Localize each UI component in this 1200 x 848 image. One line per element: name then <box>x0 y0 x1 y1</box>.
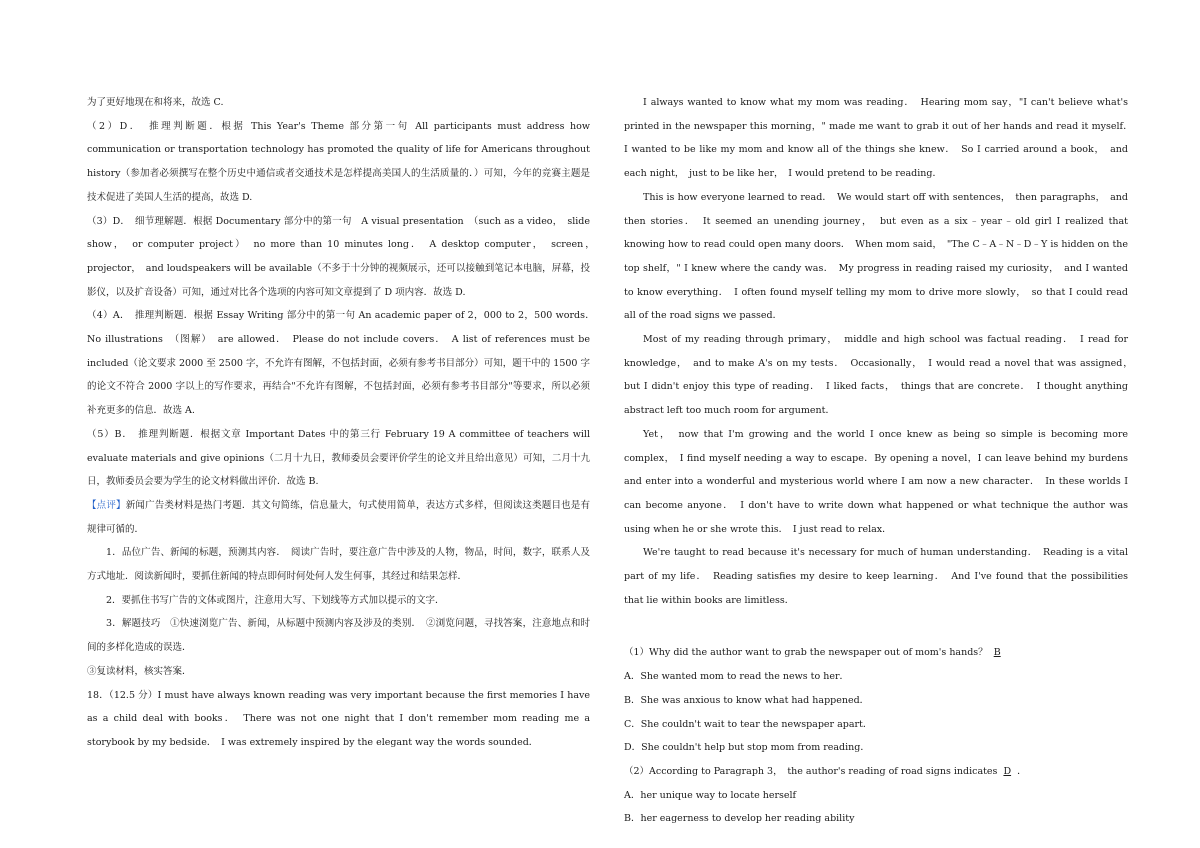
question-1-text: （1）Why did the author want to grab the newspaper out of mom's hands？ <box>624 647 988 659</box>
question-2-answer: D <box>1003 765 1012 777</box>
tip-2: 2．要抓住书写广告的文体或图片，注意用大写、下划线等方式加以提示的文字． <box>106 594 445 606</box>
question-1-option-d: D．She couldn't help but stop mom from reading． <box>624 742 870 754</box>
tip-1: 1．品位广告、新闻的标题，预测其内容． 阅读广告时，要注意广告中涉及的人物，物品，时间，数字，联系人及方式地址．阅读新闻时，要抓住新闻的特点即何时何处何人发生何事，其经过和结果怎样． <box>87 547 590 583</box>
comment-tag: 【点评】 <box>87 499 126 511</box>
passage-paragraph-5: We're taught to read because it's necessary for much of human understanding． Reading is a vital part of my life． Reading satisfies my desire to keep learning． And I've found that the possibilities that lie within books are limitless． <box>624 547 1128 606</box>
answer-explanation-3: （3）D． 细节理解题．根据 Documentary 部分中的第一句 A visual presentation （such as a video， slide show， or computer project） no more than 10 minutes long． A desktop computer， screen， projector， and loudspeakers will be available（不多于十分钟的视频展示，还可以接触到笔记本电脑，屏幕，投影仪，以及扩音设备）可知，通过对比各个选项的内容可知文章提到了 D 项内容．故选 D. <box>87 215 600 298</box>
question-1-option-c: C．She couldn't wait to tear the newspaper apart． <box>624 718 873 730</box>
passage-paragraph-2: This is how everyone learned to read． We would start off with sentences， then paragraphs， and then stories． It seemed an unending journey， but even as a six﹣year﹣old girl I realized that knowing how to read could open many doors． When mom said， "The C﹣A﹣N﹣D﹣Y is hidden on the top shelf，" I knew where the candy was． My progress in reading raised my curiosity， and I wanted to know everything． I often found myself telling my mom to drive more slowly， so that I could read all of the road signs we passed． <box>624 191 1128 322</box>
answer-explanation-1: 为了更好地现在和将来，故选 C. <box>87 97 224 108</box>
question-2-stem <box>624 760 1128 784</box>
passage-paragraph-3: Most of my reading through primary， middle and high school was factual reading． I read for knowledge， and to make A's on my tests． Occasionally， I would read a novel that was assigned， but I didn't enjoy this type of reading． I liked facts， things that are concrete． I thought anything abstract left too much room for argument． <box>624 334 1138 417</box>
question-18-intro: 18．（12.5 分）I must have always known reading was very important because the first memories I have as a child deal with books． There was not one night that I don't remember mom reading me a storybook by my bedside． I was extremely inspired by the elegant way the words sounded． <box>87 689 590 748</box>
question-2-end-mark: ． <box>1017 765 1027 777</box>
passage-paragraph-1: I always wanted to know what my mom was reading． Hearing mom say，"I can't believe what's printed in the newspaper this morning，" made me want to grab it out of her hands and read it myself． I wanted to be like my mom and know all of the things she knew． So I carried around a book， and each night， just to be like her， I would pretend to be reading． <box>624 97 1138 180</box>
comment-text: 新闻广告类材料是热门考题．其文句简练，信息量大，句式使用简单，表达方式多样，但阅读这类题目也是有规律可循的． <box>87 499 590 535</box>
question-1-option-b: B．She was anxious to know what had happened． <box>624 694 870 706</box>
right-column <box>624 91 1138 831</box>
answer-explanation-5: （5）B． 推理判断题．根据文章 Important Dates 中的第三行 February 19 A committee of teachers will evaluate materials and give opinions（二月十九日，教师委员会要评价学生的论文并且给出意见）可知，二月十九日，教师委员会要为学生的论文材料做出评价．故选 B. <box>87 428 590 488</box>
passage-paragraph-4: Yet， now that I'm growing and the world I once knew as being so simple is becoming more complex， I find myself needing a way to escape．By opening a novel，I can leave behind my burdens and enter into a wonderful and mysterious world where I am now a new character． In these worlds I can become anyone． I don't have to write down what happened or what technique the author was using when he or she wrote this． I just read to relax． <box>624 428 1128 535</box>
question-1-option-a: A．She wanted mom to read the news to her． <box>624 671 850 683</box>
section-gap <box>624 612 1128 641</box>
comment-paragraph <box>87 494 590 541</box>
question-2-text: （2）According to Paragraph 3， the author's reading of road signs indicates <box>624 765 998 777</box>
answer-explanation-4: （4）A． 推理判断题．根据 Essay Writing 部分中的第一句 An academic paper of 2，000 to 2，500 words． No illustrations （图解） are allowed． Please do not include covers． A list of references must be included（论文要求 2000 至 2500 字，不允许有图解，不包括封面，必须有参考书目部分）可知，题干中的 1500 字的论文不符合 2000 字以上的写作要求，再结合"不允许有图解，不包括封面，必须有参考书目部分"等要求，所以必须补充更多的信息．故选 A. <box>87 310 600 417</box>
question-2-option-b: B．her eagerness to develop her reading ability <box>624 813 855 825</box>
answer-explanation-2: （2）D． 推理判断题．根据 This Year's Theme 部分第一句 All participants must address how communication or transportation technology has promoted the quality of life for Americans throughout history（参加者必须撰写在整个历史中通信或者交通技术是怎样提高美国人的生活质量的．）可知，今年的竞赛主题是技术促进了美国人生活的提高，故选 D. <box>87 120 590 203</box>
question-1-answer: B <box>993 647 1001 659</box>
question-2-option-a: A．her unique way to locate herself <box>624 789 797 801</box>
tip-4: ③复读材料，核实答案． <box>87 665 192 677</box>
left-column <box>87 91 600 755</box>
question-1-stem <box>624 641 1128 665</box>
tip-3: 3．解题技巧 ①快速浏览广告、新闻，从标题中预测内容及涉及的类别． ②浏览问题，寻找答案，注意地点和时间的多样化造成的误选． <box>87 618 590 654</box>
